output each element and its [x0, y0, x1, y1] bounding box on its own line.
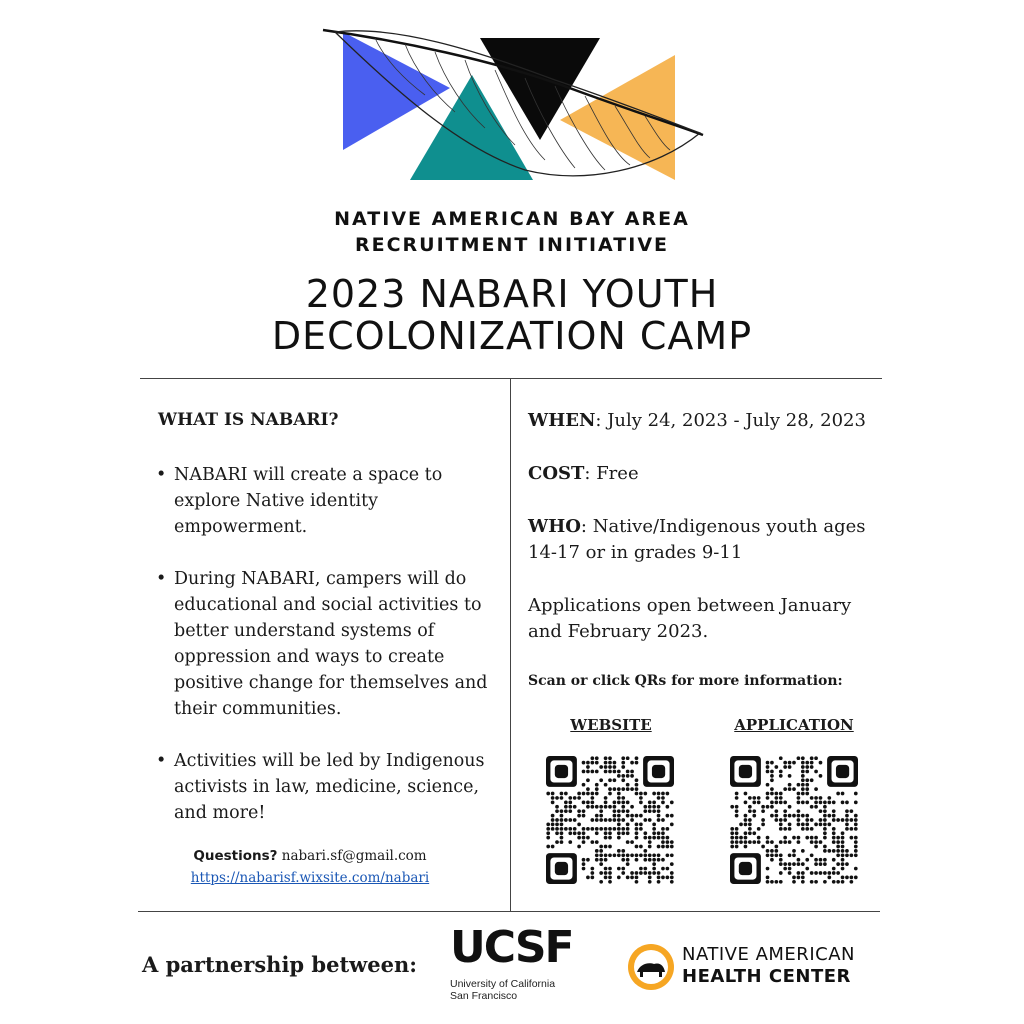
- cost-label: COST: [528, 463, 585, 484]
- nahc-line1: NATIVE AMERICAN: [682, 944, 855, 965]
- when-value: : July 24, 2023 - July 28, 2023: [595, 410, 866, 431]
- cost-line: [528, 461, 888, 487]
- when-label: WHEN: [528, 410, 596, 431]
- column-divider: [510, 378, 511, 912]
- nahc-emblem-icon: [626, 942, 676, 992]
- nabari-logo: [315, 20, 715, 190]
- questions-email[interactable]: nabari.sf@gmail.com: [281, 848, 427, 864]
- questions-line: [140, 848, 480, 864]
- nahc-line2: HEALTH CENTER: [682, 966, 851, 987]
- ucsf-subtitle: [450, 978, 555, 1002]
- bottom-divider: [138, 911, 880, 912]
- ucsf-logo: UCSF: [450, 922, 573, 973]
- page-title-line1: 2023 NABARI YOUTH: [305, 272, 719, 316]
- partnership-label: A partnership between:: [142, 952, 417, 977]
- qr-website-label[interactable]: WEBSITE: [570, 716, 652, 734]
- ucsf-subtitle-line1: University of California: [450, 978, 556, 990]
- bullet-item: • Activities will be led by Indigenous activists in law, medicine, science, and more!: [152, 748, 502, 826]
- scan-instructions: Scan or click QRs for more information:: [528, 673, 843, 689]
- qr-code-website[interactable]: [546, 756, 674, 884]
- questions-label: Questions?: [193, 848, 278, 864]
- bullet-item: • NABARI will create a space to explore Native identity empowerment.: [152, 462, 502, 540]
- when-line: [528, 408, 888, 434]
- nabari-bullet-list: [152, 462, 502, 826]
- top-divider: [140, 378, 882, 379]
- website-link[interactable]: https://nabarisf.wixsite.com/nabari: [190, 870, 430, 886]
- applications-text: Applications open between January and February 2023.: [528, 595, 852, 642]
- who-value: : Native/Indigenous youth ages 14-17 or in grades 9-11: [528, 516, 866, 563]
- cost-value: : Free: [584, 463, 639, 484]
- org-name-line1: NATIVE AMERICAN BAY AREA: [334, 208, 690, 230]
- what-is-nabari-heading: WHAT IS NABARI?: [158, 410, 339, 430]
- bullet-item: • During NABARI, campers will do educational and social activities to better understand systems of oppression and ways to create positive change for themselves and their communities.: [152, 566, 502, 722]
- page-title-line2: DECOLONIZATION CAMP: [271, 314, 753, 358]
- ucsf-subtitle-line2: San Francisco: [450, 990, 518, 1002]
- nahc-logo-text: [682, 944, 855, 988]
- qr-application-label[interactable]: APPLICATION: [734, 716, 854, 734]
- who-label: WHO: [528, 516, 581, 537]
- org-name-line2: RECRUITMENT INITIATIVE: [354, 234, 670, 256]
- who-line: [528, 514, 868, 566]
- qr-code-application[interactable]: [730, 756, 858, 884]
